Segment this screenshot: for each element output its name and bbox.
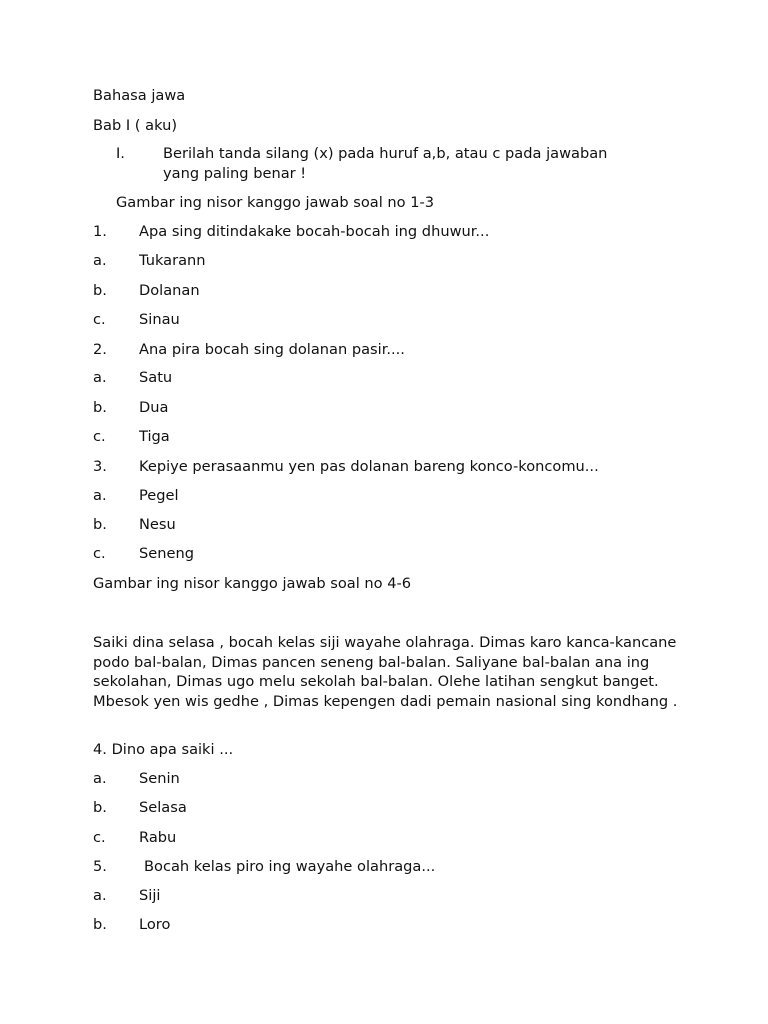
question-4-option-a: Senin (139, 770, 180, 787)
question-1-option-b: Dolanan (139, 282, 200, 299)
question-1-option-a-letter: a. (93, 252, 107, 269)
question-3-number: 3. (93, 458, 107, 475)
question-4-option-a-letter: a. (93, 770, 107, 787)
question-5-option-b: Loro (139, 916, 171, 933)
question-3-option-c-letter: c. (93, 545, 106, 562)
image-note-2: Gambar ing nisor kanggo jawab soal no 4-6 (93, 575, 412, 592)
question-4-text: 4. Dino apa saiki ... (93, 741, 234, 758)
question-3-option-b: Nesu (139, 516, 176, 533)
question-2-text: Ana pira bocah sing dolanan pasir.... (139, 341, 405, 358)
instruction-line-2: yang paling benar ! (163, 165, 307, 182)
question-2-number: 2. (93, 341, 107, 358)
document-title: Bahasa jawa (93, 87, 186, 104)
question-1-option-a: Tukarann (139, 252, 206, 269)
instruction-line-1: Berilah tanda silang (x) pada huruf a,b, atau c pada jawaban (163, 145, 608, 162)
question-3-option-c: Seneng (139, 545, 194, 562)
question-1-option-c-letter: c. (93, 311, 106, 328)
question-2-option-b: Dua (139, 399, 169, 416)
question-3-text: Kepiye perasaanmu yen pas dolanan bareng konco-koncomu... (139, 458, 599, 475)
question-2-option-c: Tiga (139, 428, 170, 445)
question-3-option-a: Pegel (139, 487, 179, 504)
question-1-option-c: Sinau (139, 311, 180, 328)
question-1-text: Apa sing ditindakake bocah-bocah ing dhuwur... (139, 223, 490, 240)
question-5-text: Bocah kelas piro ing wayahe olahraga... (144, 858, 436, 875)
question-2-option-b-letter: b. (93, 399, 107, 416)
question-2-option-a-letter: a. (93, 369, 107, 386)
image-note-1: Gambar ing nisor kanggo jawab soal no 1-3 (116, 194, 435, 211)
question-4-option-b: Selasa (139, 799, 187, 816)
question-4-option-b-letter: b. (93, 799, 107, 816)
reading-passage: Saiki dina selasa , bocah kelas siji wayahe olahraga. Dimas karo kanca-kancane podo bal-balan, Dimas pancen seneng bal-balan. Saliyane bal-balan ana ing sekolahan, Dimas ugo melu sekolah bal-balan. Olehe latihan sengkut banget. Mbesok yen wis gedhe , Dimas kepengen dadi pemain nasional sing kondhang . (93, 634, 678, 710)
question-1-option-b-letter: b. (93, 282, 107, 299)
question-4-option-c-letter: c. (93, 829, 106, 846)
instruction-number: I. (116, 145, 125, 162)
question-5-option-b-letter: b. (93, 916, 107, 933)
chapter-heading: Bab I ( aku) (93, 117, 178, 134)
question-2-option-a: Satu (139, 369, 173, 386)
question-3-option-a-letter: a. (93, 487, 107, 504)
question-5-number: 5. (93, 858, 107, 875)
question-1-number: 1. (93, 223, 107, 240)
question-5-option-a-letter: a. (93, 887, 107, 904)
question-2-option-c-letter: c. (93, 428, 106, 445)
question-3-option-b-letter: b. (93, 516, 107, 533)
question-4-option-c: Rabu (139, 829, 177, 846)
question-5-option-a: Siji (139, 887, 161, 904)
